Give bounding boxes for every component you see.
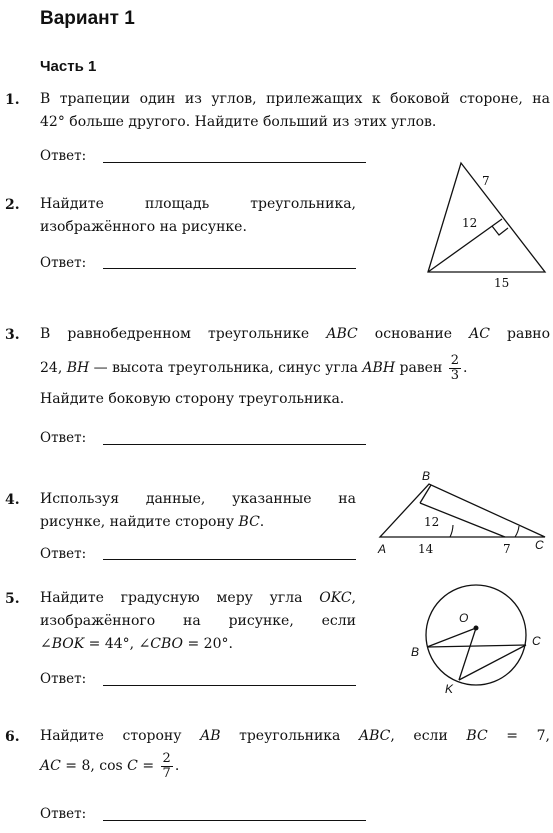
part-heading: Часть 1 <box>40 58 97 75</box>
fraction-denominator: 7 <box>162 765 171 781</box>
problem-5-line-2: изображённого на рисунке, если <box>40 613 356 629</box>
value-7-label: 7 <box>503 542 511 556</box>
chord-bc <box>427 645 526 647</box>
fraction-numerator: 2 <box>450 352 460 368</box>
value-12-label: 12 <box>424 515 440 529</box>
circle <box>426 585 526 685</box>
problem-1-number: 1. <box>5 92 20 108</box>
problem-3-line-1: В равнобедренном треугольнике ABC основание AC равно <box>40 326 551 342</box>
problem-1-line-1: В трапеции один из углов, прилежащих к боковой стороне, на <box>40 91 550 107</box>
problem-6-fraction <box>161 752 173 781</box>
problem-3-line-3: Найдите боковую сторону треугольника. <box>40 391 345 407</box>
height-label: 12 <box>462 216 478 230</box>
problem-2-number: 2. <box>5 197 20 213</box>
problem-3-number: 3. <box>5 327 20 343</box>
problem-3-line-2: 24, BH — высота треугольника, синус угла ABH равен $\frac{2}{3}$ . <box>40 352 468 383</box>
problem-3-period: . <box>463 360 468 376</box>
fraction-denominator: 3 <box>450 367 460 383</box>
problem-2-line-2: изображённого на рисунке. <box>40 219 247 235</box>
point-b-label: B <box>411 645 420 659</box>
vertex-c-label: C <box>535 538 544 552</box>
variant-heading: Вариант 1 <box>40 8 135 29</box>
problem-3-answer-label: Ответ: <box>40 430 87 446</box>
problem-5-number: 5. <box>5 591 20 607</box>
problem-1-answer-label: Ответ: <box>40 148 87 164</box>
problem-5-answer-label: Ответ: <box>40 671 87 687</box>
problem-6-answer-label: Ответ: <box>40 806 87 822</box>
problem-2-line-1: Найдите площадь треугольника, <box>40 196 356 212</box>
vertex-b-label: B <box>422 469 431 483</box>
side-label: 7 <box>482 174 490 188</box>
point-c-label: C <box>532 634 541 648</box>
problem-1-line-2: 42° больше другого. Найдите больший из этих углов. <box>40 114 437 130</box>
problem-6-number: 6. <box>5 729 20 745</box>
problem-6-line-1: Найдите сторону AB треугольника ABC, если BC = 7, <box>40 728 550 744</box>
problem-6-text <box>40 725 550 782</box>
point-o-label: O <box>459 611 469 625</box>
fraction-numerator: 2 <box>162 750 171 766</box>
value-14-label: 14 <box>418 542 434 556</box>
problem-4-number: 4. <box>5 492 20 508</box>
point-k-label: K <box>445 682 454 696</box>
problem-4-line-2: рисунке, найдите сторону BC. <box>40 514 265 530</box>
problem-6-answer-field[interactable] <box>103 820 366 821</box>
problem-5-line-1: Найдите градусную меру угла OKC, <box>40 590 356 606</box>
problem-4-answer-label: Ответ: <box>40 546 87 562</box>
problem-2-answer-label: Ответ: <box>40 255 87 271</box>
problem-6-line-2: AC = 8, cos C = $\frac{2}{7}$ . <box>40 750 180 781</box>
base-label: 15 <box>494 276 510 290</box>
vertex-a-label: A <box>378 542 387 556</box>
problem-6-period: . <box>174 758 180 774</box>
radius-ob <box>427 628 476 647</box>
problem-5-line-3: ∠BOK = 44°, ∠CBO = 20°. <box>40 636 233 652</box>
problem-4-line-1: Используя данные, указанные на <box>40 491 356 507</box>
